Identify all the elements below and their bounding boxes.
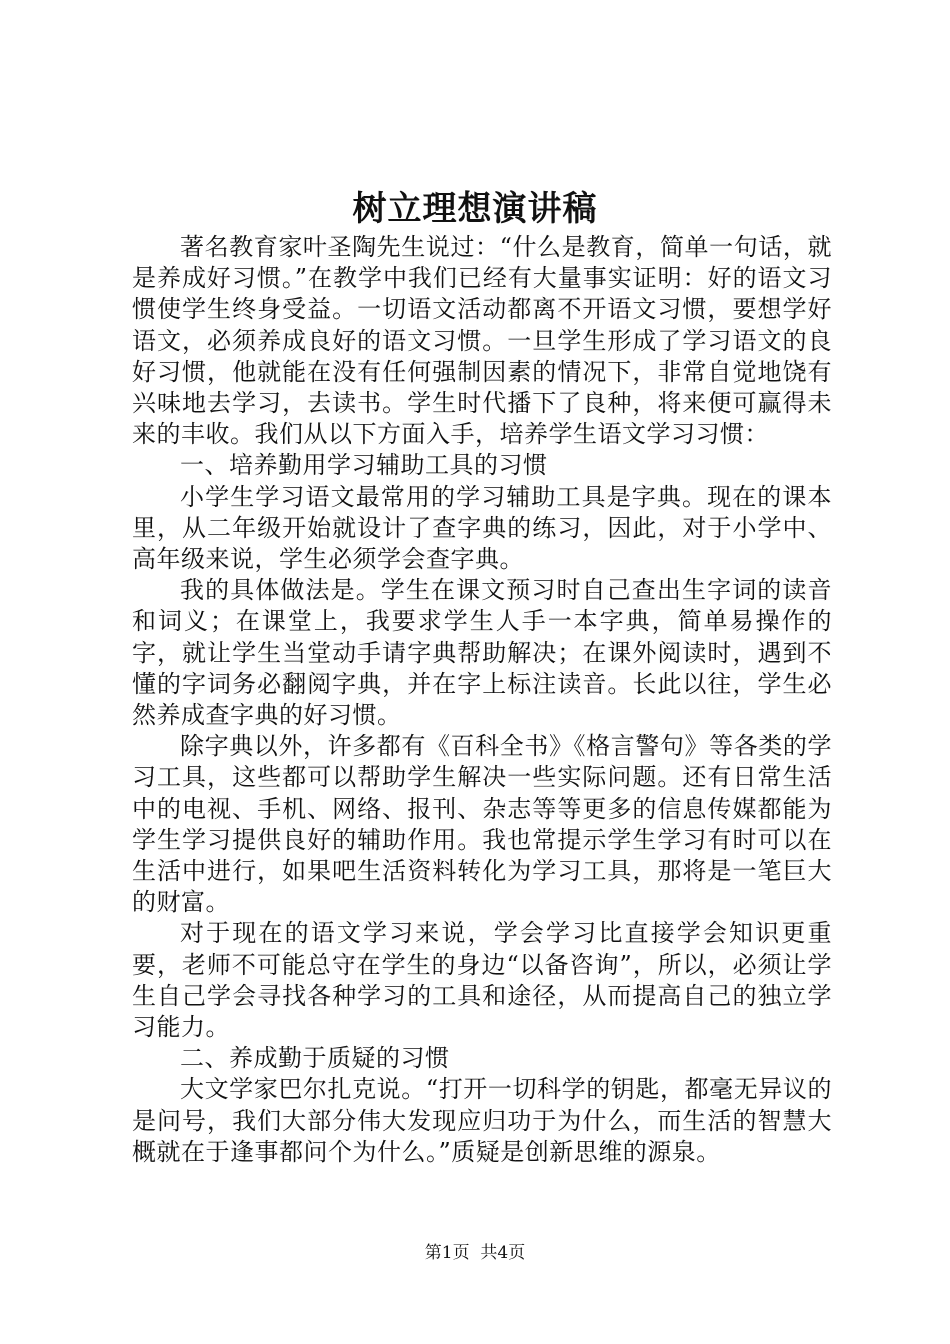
page-number: 第1页 [424,1243,470,1263]
section-heading-1: 一、培养勤用学习辅助工具的习惯 [180,451,548,480]
section-heading-2: 二、养成勤于质疑的习惯 [180,1044,450,1073]
paragraph: 大文学家巴尔扎克说。“打开一切科学的钥匙，都毫无异议的是问号，我们大部分伟大发现应归功于为什么，而生活的智慧大概就在于逢事都问个为什么。”质疑是创新思维的源泉。 [132,1075,832,1166]
paragraph: 除字典以外，许多都有《百科全书》《格言警句》等各类的学习工具，这些都可以帮助学生解决一些实际问题。还有日常生活中的电视、手机、网络、报刊、杂志等等更多的信息传媒都能为学生学习提供良好的辅助作用。我也常提示学生学习有时可以在生活中进行，如果吧生活资料转化为学习工具，那将是一笔巨大的财富。 [132,732,832,917]
paragraph: 我的具体做法是。学生在课文预习时自己查出生字词的读音和词义；在课堂上，我要求学生人手一本字典，简单易操作的字，就让学生当堂动手请字典帮助解决；在课外阅读时，遇到不懂的字词务必翻阅字典，并在字上标注读音。长此以往，学生必然养成查字典的好习惯。 [132,576,832,730]
page-footer [0,1242,950,1264]
paragraph: 小学生学习语文最常用的学习辅助工具是字典。现在的课本里，从二年级开始就设计了查字典的练习，因此，对于小学中、高年级来说，学生必须学会查字典。 [132,482,832,574]
document-body [132,232,832,1168]
paragraph: 对于现在的语文学习来说，学会学习比直接学会知识更重要，老师不可能总守在学生的身边“以备咨询”，所以，必须让学生自己学会寻找各种学习的工具和途径，从而提高自己的独立学习能力。 [132,919,832,1042]
page-total: 共4页 [480,1243,526,1263]
paragraph-intro: 著名教育家叶圣陶先生说过：“什么是教育，简单一句话，就是养成好习惯。”在教学中我们已经有大量事实证明：好的语文习惯使学生终身受益。一切语文活动都离不开语文习惯，要想学好语文，必须养成良好的语文习惯。一旦学生形成了学习语文的良好习惯，他就能在没有任何强制因素的情况下，非常自觉地饶有兴味地去学习，去读书。学生时代播下了良种，将来便可赢得未来的丰收。我们从以下方面入手，培养学生语文学习习惯： [132,233,832,449]
document-title: 树立理想演讲稿 [352,189,598,229]
